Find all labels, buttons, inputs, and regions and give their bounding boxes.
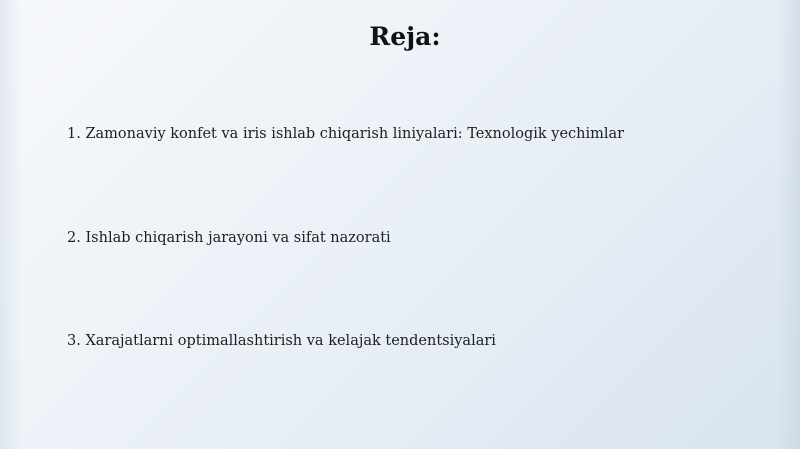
slide-edge-shade-left [0, 0, 22, 449]
slide-title: Reja: [369, 22, 441, 51]
plan-item-2: 2. Ishlab chiqarish jarayoni va sifat nazorati [67, 230, 391, 246]
slide-edge-shade-right [778, 0, 800, 449]
plan-item-3: 3. Xarajatlarni optimallashtirish va kelajak tendentsiyalari [67, 333, 496, 349]
plan-item-1: 1. Zamonaviy konfet va iris ishlab chiqarish liniyalari: Texnologik yechimlar [67, 126, 625, 142]
